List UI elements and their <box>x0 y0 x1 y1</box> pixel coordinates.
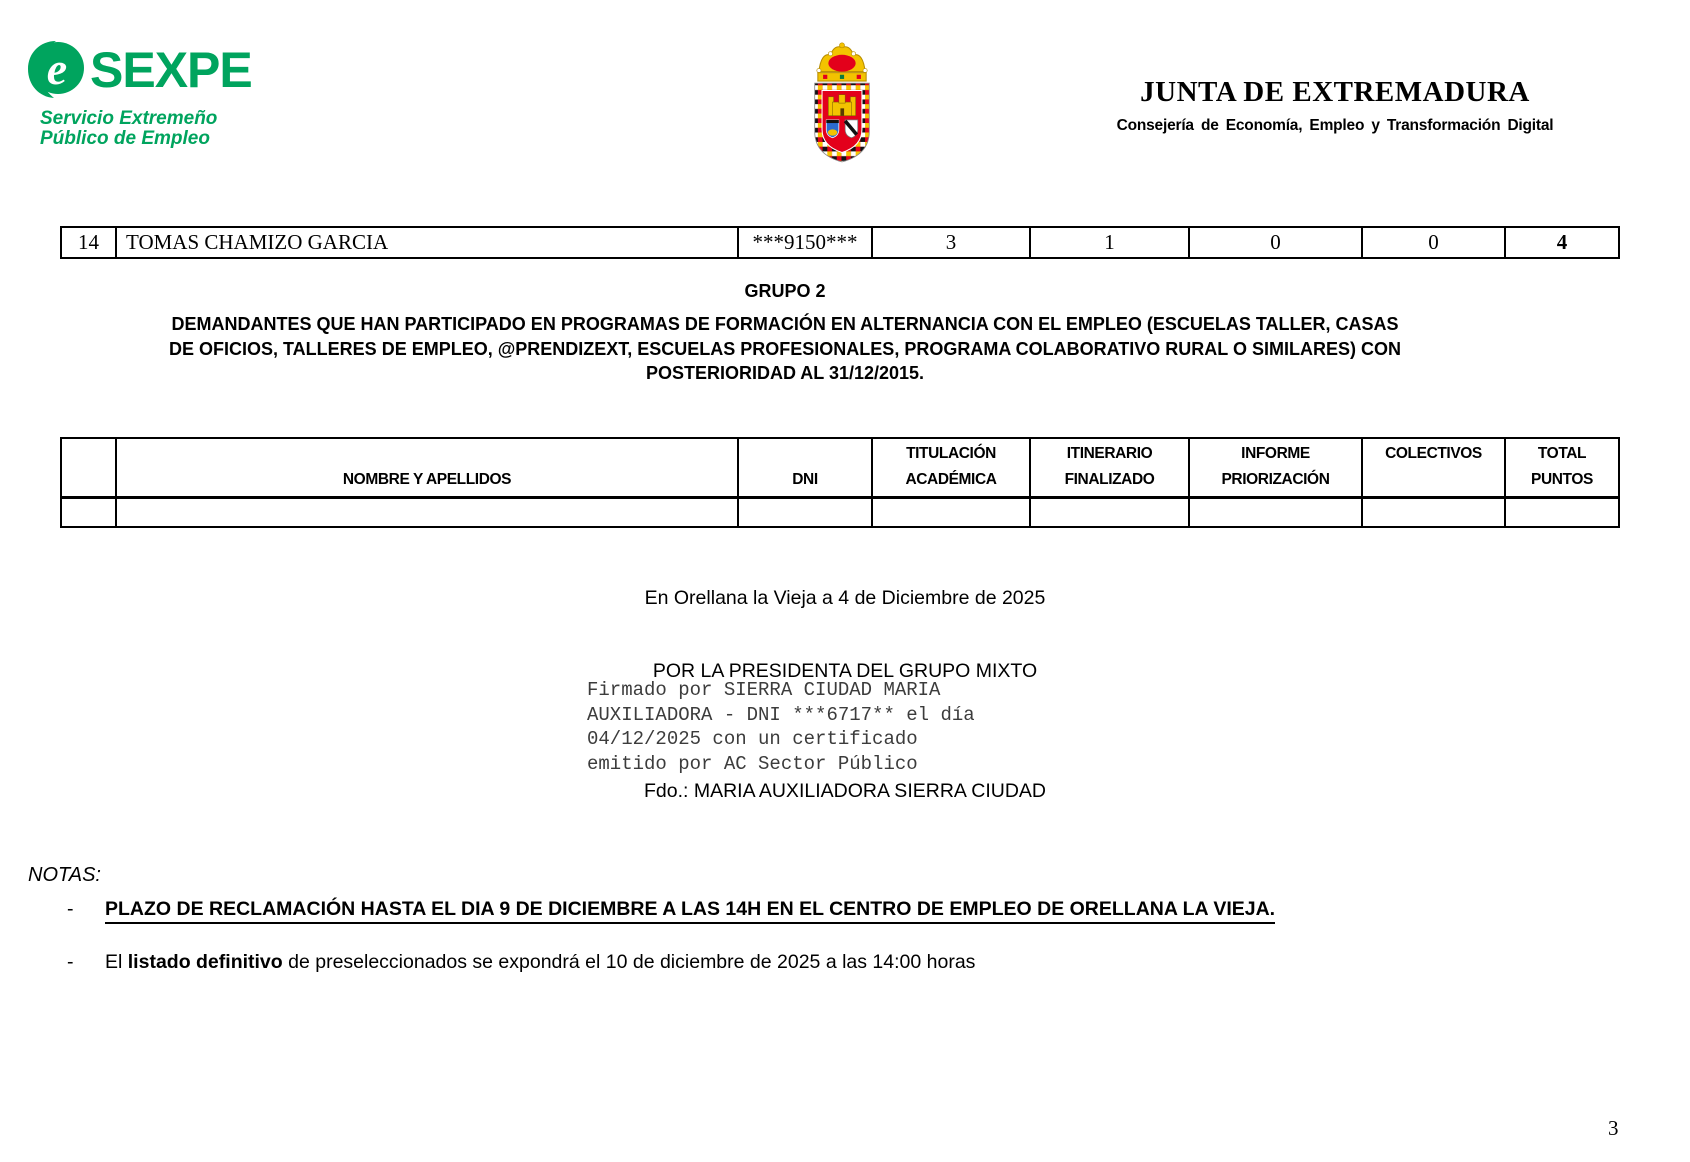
junta-header <box>1095 76 1575 135</box>
empty-cell <box>739 499 873 526</box>
name-cell: TOMAS CHAMIZO GARCIA <box>117 228 739 257</box>
stamp-line: 04/12/2025 con un certificado <box>587 728 918 750</box>
colectivos-cell: 0 <box>1363 228 1506 257</box>
stamp-line: AUXILIADORA - DNI ***6717** el día <box>587 703 975 726</box>
sexpe-logo-icon <box>27 40 85 100</box>
stamp-line: emitido por AC Sector Público <box>587 752 918 775</box>
grupo2-description-line: DEMANDANTES QUE HAN PARTICIPADO EN PROGRAMAS DE FORMACIÓN EN ALTERNANCIA CON EL EMPLEO (ESCUELAS TALLER, CASAS <box>171 314 1399 334</box>
stamp-line: Firmado por SIERRA CIUDAD MARIA <box>587 679 941 701</box>
dni-cell: ***9150*** <box>739 228 873 257</box>
note-bullet: - <box>67 951 74 973</box>
header-cell-itinerario: ITINERARIO FINALIZADO <box>1031 439 1190 499</box>
grupo2-description-line: POSTERIORIDAD AL 31/12/2015. <box>645 363 925 383</box>
coat-of-arms <box>806 38 878 164</box>
previous-group-last-row <box>60 226 1620 259</box>
grupo2-title: GRUPO 2 <box>744 281 826 301</box>
header-cell-colectivos: COLECTIVOS <box>1363 439 1506 499</box>
itinerario-cell: 1 <box>1031 228 1190 257</box>
header-cell-titulacion: TITULACIÓN ACADÉMICA <box>873 439 1031 499</box>
empty-cell <box>1031 499 1190 526</box>
titulacion-cell: 3 <box>873 228 1031 257</box>
junta-department: Consejería de Economía, Empleo y Transformación Digital <box>1116 117 1554 134</box>
header-cell-total: TOTAL PUNTOS <box>1506 439 1618 499</box>
note1-text: PLAZO DE RECLAMACIÓN HASTA EL DIA 9 DE DICIEMBRE A LAS 14H EN EL CENTRO DE EMPLEO DE ORELLANA LA VIEJA. <box>105 898 1275 924</box>
digital-signature-stamp <box>587 678 975 776</box>
note-bullet: - <box>67 898 74 920</box>
sexpe-logo <box>27 40 287 149</box>
page-number: 3 <box>1608 1116 1619 1140</box>
empty-cell <box>1363 499 1506 526</box>
grupo2-description <box>65 312 1505 386</box>
empty-cell <box>62 499 117 526</box>
grupo2-table <box>60 437 1620 528</box>
grupo2-description-line: DE OFICIOS, TALLERES DE EMPLEO, @PRENDIZEXT, ESCUELAS PROFESIONALES, PROGRAMA COLABORATIVO RURAL O SIMILARES) CON <box>169 338 1401 359</box>
junta-title: JUNTA DE EXTREMADURA <box>1140 76 1530 108</box>
note2-text: El listado definitivo de preseleccionados se expondrá el 10 de diciembre de 2025 a las 14:00 horas <box>105 951 976 973</box>
fdo-line: Fdo.: MARIA AUXILIADORA SIERRA CIUDAD <box>643 780 1047 802</box>
empty-cell <box>1190 499 1363 526</box>
total-puntos-cell: 4 <box>1556 230 1568 254</box>
svg-text:e: e <box>46 43 68 94</box>
empty-cell <box>117 499 739 526</box>
header-cell-index <box>62 439 117 499</box>
sexpe-tagline: Servicio Extremeño Público de Empleo <box>40 108 218 149</box>
empty-cell <box>1506 499 1618 526</box>
empty-cell <box>873 499 1031 526</box>
sexpe-brand-name: SEXPE <box>90 42 252 98</box>
notas-label: NOTAS: <box>28 864 101 886</box>
header-cell-nombre: NOMBRE Y APELLIDOS <box>117 439 739 499</box>
rank-cell: 14 <box>62 228 117 257</box>
place-date-line: En Orellana la Vieja a 4 de Diciembre de 2025 <box>644 587 1046 609</box>
header-cell-dni: DNI <box>739 439 873 499</box>
informe-cell: 0 <box>1190 228 1363 257</box>
header-cell-informe: INFORME PRIORIZACIÓN <box>1190 439 1363 499</box>
signer-role-line: POR LA PRESIDENTA DEL GRUPO MIXTO <box>652 660 1038 682</box>
